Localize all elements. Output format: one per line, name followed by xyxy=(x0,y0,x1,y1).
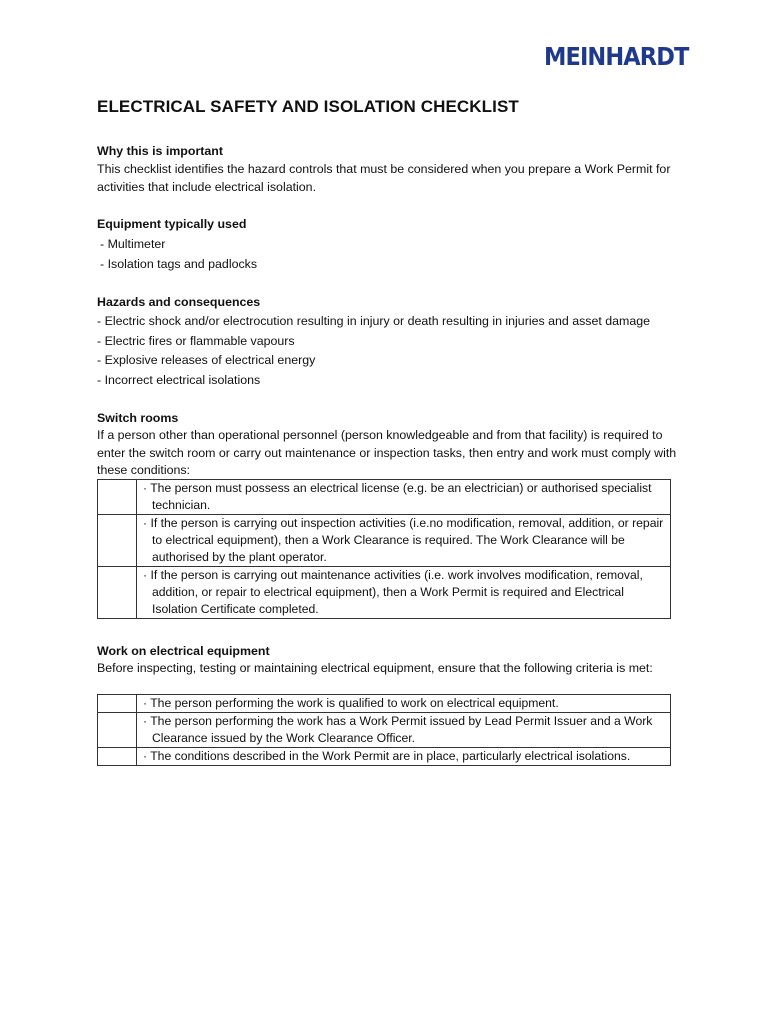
hazard-item: - Electric shock and/or electrocution resulting in injury or death resulting in injuries and asset damage xyxy=(97,314,651,328)
table-row xyxy=(98,695,671,713)
switch-rooms-text: If a person other than operational personnel (person knowledgeable and from that facility) is required to enter the switch room or carry out maintenance or inspection tasks, then entry and work must comply with these conditions: xyxy=(97,428,677,477)
condition-text: · The person performing the work is qualified to work on electrical equipment. xyxy=(143,696,559,710)
equipment-item: - Isolation tags and padlocks xyxy=(100,257,258,271)
table-row xyxy=(98,713,671,748)
hazard-item: - Electric fires or flammable vapours xyxy=(97,333,295,348)
condition-cell xyxy=(137,695,671,713)
equipment-item: - Multimeter xyxy=(100,237,166,251)
checkbox-cell[interactable] xyxy=(98,713,137,748)
condition-cell xyxy=(137,480,671,515)
switch-rooms-conditions-table xyxy=(97,479,671,619)
switch-rooms-section xyxy=(97,409,677,480)
condition-cell xyxy=(137,748,671,766)
work-on-equipment-text: Before inspecting, testing or maintaining electrical equipment, ensure that the following criteria is met: xyxy=(97,661,653,675)
switch-rooms-heading: Switch rooms xyxy=(97,411,179,425)
condition-text: · If the person is carrying out maintenance activities (i.e. work involves modification, removal, addition, or repair to electrical equipment), then a Work Permit is required and Electrical Isolation Certificate completed. xyxy=(143,568,643,616)
table-row xyxy=(98,515,671,567)
table-row xyxy=(98,748,671,766)
condition-cell xyxy=(137,515,671,567)
checkbox-cell[interactable] xyxy=(98,515,137,567)
equipment-heading: Equipment typically used xyxy=(97,217,247,231)
checkbox-cell[interactable] xyxy=(98,567,137,619)
condition-text: · The person must possess an electrical license (e.g. be an electrician) or authorised specialist technician. xyxy=(143,481,652,512)
meinhardt-logo xyxy=(544,42,689,72)
logo-text: MEINHARDT xyxy=(544,42,689,71)
why-heading: Why this is important xyxy=(97,144,223,158)
condition-text: · The conditions described in the Work Permit are in place, particularly electrical isolations. xyxy=(143,749,631,763)
table-row xyxy=(98,480,671,515)
condition-cell xyxy=(137,713,671,748)
work-on-equipment-section xyxy=(97,642,677,678)
hazard-item: - Incorrect electrical isolations xyxy=(97,372,261,387)
why-section xyxy=(97,142,677,196)
hazard-item: - Explosive releases of electrical energy xyxy=(97,353,316,367)
checkbox-cell[interactable] xyxy=(98,695,137,713)
condition-cell xyxy=(137,567,671,619)
why-text: This checklist identifies the hazard controls that must be considered when you prepare a Work Permit for activities that include electrical isolation. xyxy=(97,162,671,194)
hazards-heading: Hazards and consequences xyxy=(97,295,261,309)
work-on-equipment-heading: Work on electrical equipment xyxy=(97,644,270,658)
equipment-section xyxy=(97,215,677,274)
table-row xyxy=(98,567,671,619)
hazards-section xyxy=(97,292,677,390)
page-title: ELECTRICAL SAFETY AND ISOLATION CHECKLIST xyxy=(97,97,519,116)
work-on-equipment-conditions-table xyxy=(97,694,671,766)
condition-text: · If the person is carrying out inspection activities (i.e.no modification, removal, addition, or repair to electrical equipment), then a Work Clearance is required. The Work Clearance will be authorised by the plant operator. xyxy=(143,516,664,564)
checkbox-cell[interactable] xyxy=(98,748,137,766)
condition-text: · The person performing the work has a Work Permit issued by Lead Permit Issuer and a Work Clearance issued by the Work Clearance Officer. xyxy=(143,714,653,745)
checkbox-cell[interactable] xyxy=(98,480,137,515)
